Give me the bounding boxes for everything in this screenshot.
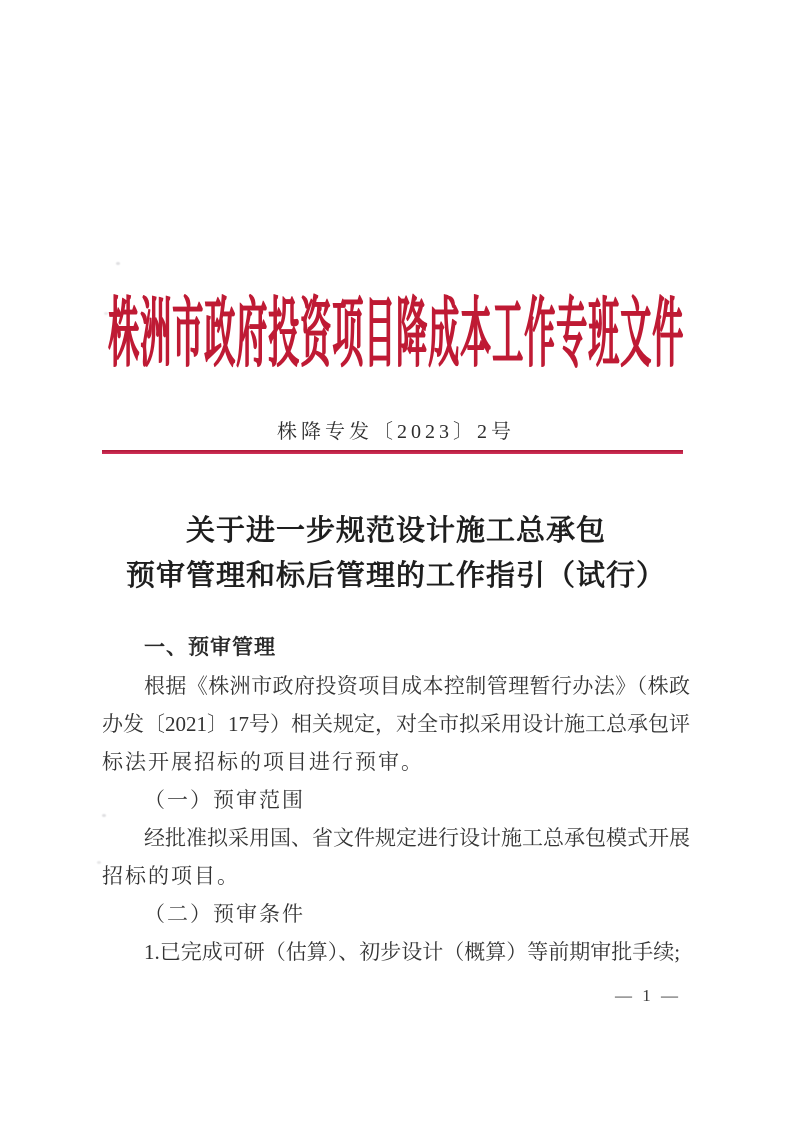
page-number: — 1 — [615,986,681,1005]
body-line: 1.已完成可研（估算）、初步设计（概算）等前期审批手续; [144,940,681,964]
letterhead-banner [102,283,690,377]
document-title-line2: 预审管理和标后管理的工作指引（试行） [125,560,666,592]
document-title-line1: 关于进一步规范设计施工总承包 [185,515,606,547]
letterhead-banner-text: 株洲市政府投资项目降成本工作专班文件 [108,290,684,377]
body-line: 标法开展招标的项目进行预审。 [102,750,424,774]
body-line: 根据《株洲市政府投资项目成本控制管理暂行办法》（株政 [144,674,690,698]
scan-speck [97,861,101,864]
body-line: （一）预审范围 [144,788,305,812]
body-line: 经批准拟采用国、省文件规定进行设计施工总承包模式开展 [144,826,690,850]
body-line: 招标的项目。 [102,864,240,888]
document-title [102,509,690,599]
scan-speck [116,262,120,265]
red-divider-rule [102,450,683,454]
section-heading-1: 一、预审管理 [144,636,276,659]
document-body [102,629,690,971]
body-line: 办发〔2021〕17号）相关规定，对全市拟采用设计施工总承包评 [102,712,690,736]
body-line: （二）预审条件 [144,902,305,926]
document-number: 株降专发〔2023〕2号 [277,421,515,443]
